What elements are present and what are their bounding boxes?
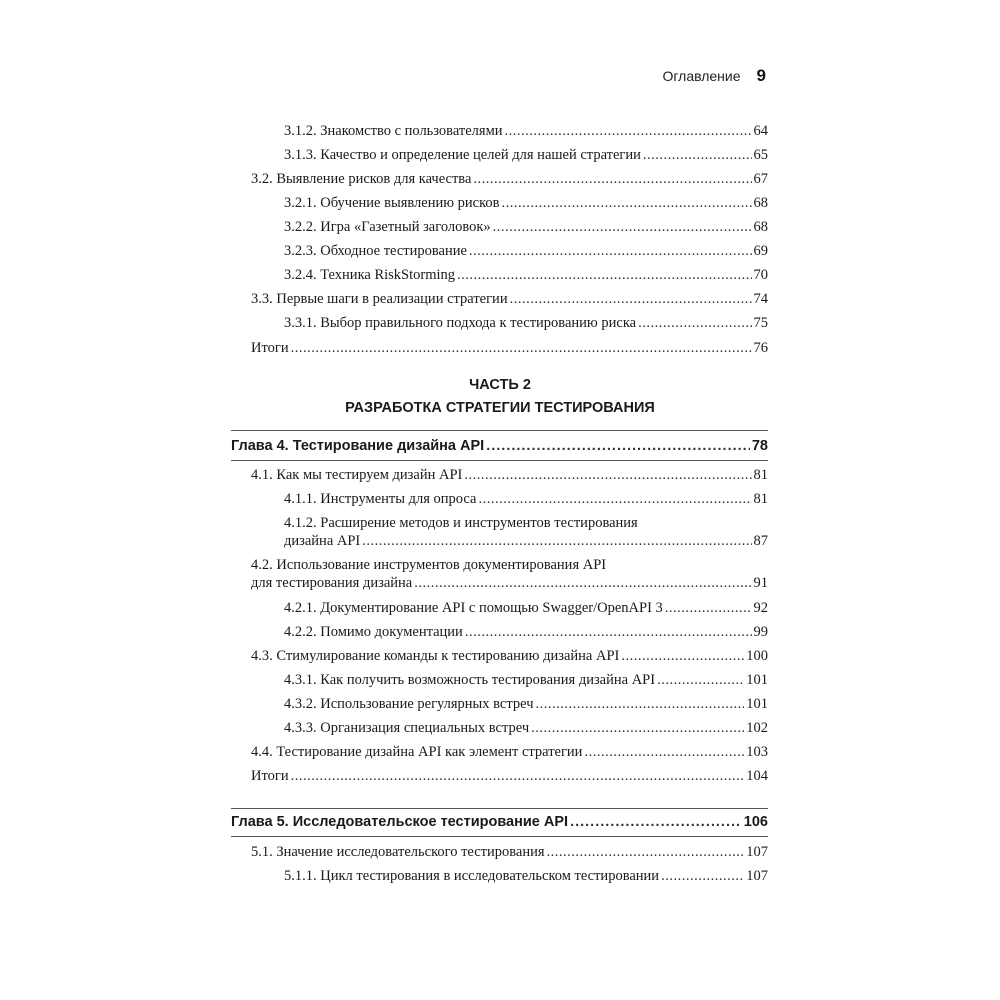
chapter-title: Глава 4. Тестирование дизайна API	[231, 438, 485, 454]
toc-entry-title-line1: 4.2. Использование инструментов документирования API	[251, 557, 607, 573]
leader-dots	[570, 814, 742, 831]
toc-entry-page: 103	[746, 744, 768, 760]
toc-entry-title: 5.1.1. Цикл тестирования в исследовательском тестировании	[284, 868, 660, 884]
toc-entry-page: 64	[753, 123, 768, 139]
leader-dots	[291, 768, 745, 785]
toc-entry-page: 75	[753, 315, 768, 331]
toc-entry-title: 3.2. Выявление рисков для качества	[251, 171, 472, 187]
toc-entry-page: 104	[746, 768, 768, 784]
part-title: РАЗРАБОТКА СТРАТЕГИИ ТЕСТИРОВАНИЯ	[345, 400, 655, 416]
leader-dots	[464, 467, 751, 484]
toc-entry-page: 74	[753, 291, 768, 307]
toc-entry-title: 4.2.2. Помимо документации	[284, 624, 463, 640]
header-page-number: 9	[756, 66, 766, 85]
toc-entry-title: 4.1.1. Инструменты для опроса	[284, 491, 477, 507]
toc-entry-title: 3.1.2. Знакомство с пользователями	[284, 123, 503, 139]
chapter-divider	[231, 808, 768, 809]
toc-entry-title: 3.2.1. Обучение выявлению рисков	[284, 195, 500, 211]
toc-entry-title: дизайна API	[284, 533, 361, 549]
leader-dots	[643, 147, 752, 164]
leader-dots	[657, 672, 744, 689]
toc-entry-title-line1: 4.1.2. Расширение методов и инструментов тестирования	[284, 515, 638, 531]
toc-entry-title: 5.1. Значение исследовательского тестирования	[251, 844, 545, 860]
leader-dots	[478, 491, 751, 508]
leader-dots	[414, 575, 751, 592]
toc-entry-title: 4.2.1. Документирование API с помощью Swagger/OpenAPI 3	[284, 600, 663, 616]
toc-entry-page: 67	[753, 171, 768, 187]
toc-entry-page: 81	[753, 467, 768, 483]
toc-entry-page: 76	[753, 340, 768, 356]
toc-entry-title: 4.1. Как мы тестируем дизайн API	[251, 467, 463, 483]
toc-entry-page: 87	[753, 533, 768, 549]
leader-dots	[505, 123, 752, 140]
toc-entry-page: 99	[753, 624, 768, 640]
toc-entry-page: 68	[753, 219, 768, 235]
leader-dots	[486, 438, 750, 455]
leader-dots	[638, 315, 751, 332]
toc-entry-title: 4.3.3. Организация специальных встреч	[284, 720, 530, 736]
toc-entry-title: 3.3. Первые шаги в реализации стратегии	[251, 291, 508, 307]
toc-entry-page: 68	[753, 195, 768, 211]
leader-dots	[665, 600, 752, 617]
toc-entry-page: 101	[746, 696, 768, 712]
toc-entry-title: Итоги	[251, 340, 289, 356]
chapter-divider	[231, 430, 768, 431]
toc-entry-title: 3.2.4. Техника RiskStorming	[284, 267, 456, 283]
toc-entry-page: 101	[746, 672, 768, 688]
header-title: Оглавление	[662, 68, 741, 84]
leader-dots	[661, 868, 744, 885]
part-number: ЧАСТЬ 2	[469, 377, 531, 393]
toc-entry-title: 3.2.2. Игра «Газетный заголовок»	[284, 219, 491, 235]
leader-dots	[362, 533, 751, 550]
leader-dots	[473, 171, 751, 188]
leader-dots	[502, 195, 752, 212]
leader-dots	[531, 720, 744, 737]
toc-entry-title: 4.4. Тестирование дизайна API как элемент стратегии	[251, 744, 583, 760]
leader-dots	[469, 243, 752, 260]
toc-entry-page: 69	[753, 243, 768, 259]
toc-entry-title: Итоги	[251, 768, 289, 784]
toc-entry-page: 102	[746, 720, 768, 736]
chapter-divider	[231, 836, 768, 837]
toc-entry-page: 92	[753, 600, 768, 616]
toc-entry-title: 4.3.1. Как получить возможность тестирования дизайна API	[284, 672, 656, 688]
toc-entry-title: 4.3. Стимулирование команды к тестированию дизайна API	[251, 648, 620, 664]
toc-entry-title: 4.3.2. Использование регулярных встреч	[284, 696, 534, 712]
toc-entry-page: 107	[746, 844, 768, 860]
chapter-title: Глава 5. Исследовательское тестирование API	[231, 814, 569, 830]
toc-entry-page: 81	[753, 491, 768, 507]
leader-dots	[291, 340, 752, 357]
leader-dots	[536, 696, 745, 713]
leader-dots	[493, 219, 752, 236]
toc-entry-page: 107	[746, 868, 768, 884]
chapter-page: 78	[751, 438, 768, 454]
toc-entry-title: 3.1.3. Качество и определение целей для нашей стратегии	[284, 147, 641, 163]
leader-dots	[621, 648, 744, 665]
chapter-page: 106	[743, 814, 768, 830]
leader-dots	[584, 744, 744, 761]
toc-entry-page: 70	[753, 267, 768, 283]
toc-entry-title: 3.3.1. Выбор правильного подхода к тестированию риска	[284, 315, 637, 331]
leader-dots	[465, 624, 752, 641]
chapter-divider	[231, 460, 768, 461]
toc-entry-page: 91	[753, 575, 768, 591]
leader-dots	[457, 267, 751, 284]
running-header	[0, 66, 766, 86]
toc-entry-title: для тестирования дизайна	[251, 575, 413, 591]
toc-entry-page: 100	[746, 648, 768, 664]
toc-entry-title: 3.2.3. Обходное тестирование	[284, 243, 467, 259]
toc-entry-page: 65	[753, 147, 768, 163]
leader-dots	[547, 844, 745, 861]
leader-dots	[510, 291, 752, 308]
